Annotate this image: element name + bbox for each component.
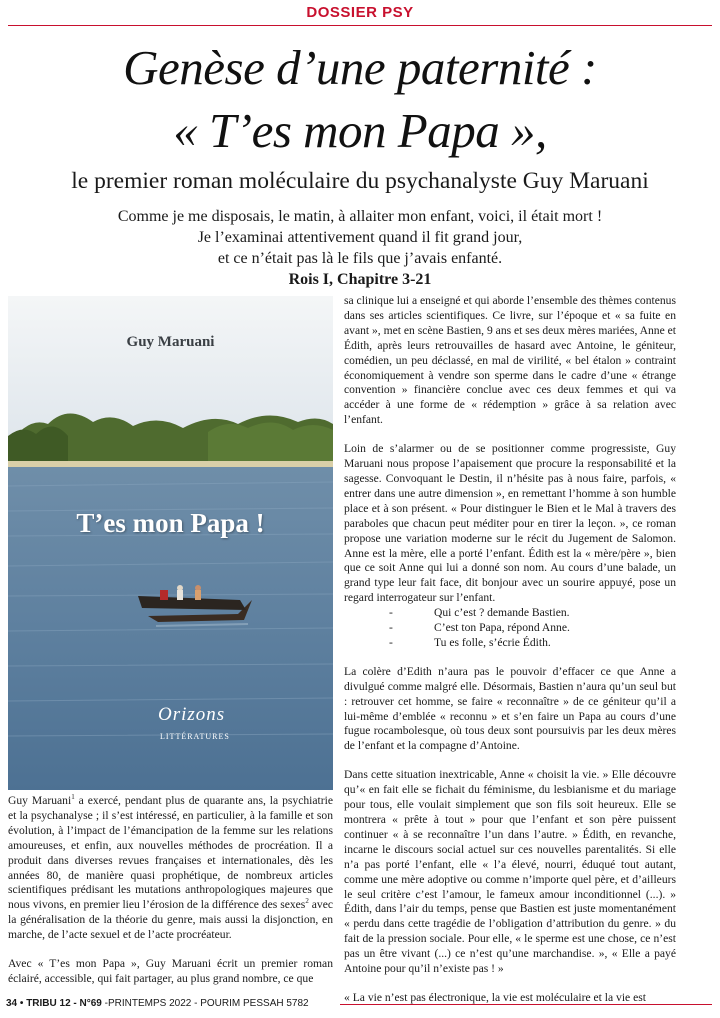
cover-publisher: Orizons <box>158 704 226 725</box>
cover-publisher-sub: LITTÉRATURES <box>160 732 230 741</box>
paragraph: Dans cette situation inextricable, Anne « choisit la vie. » Elle découvre qu’« en fait elle se fichait du féminisme, du lesbianisme et du mariage pour tous, elle voulait simplement que son fils soit heureux. Elle se montrera « prête à tout » pour que l’enfant et son père puissent continuer « à se reconnaître l’un dans l’autre. » Édith, en revanche, incarne le discours social actuel sur ces nouvelles parentalités. Si elle n’a pas porté l’enfant, elle « l’a élevé, nourri, éduqué tout autant, comme une mère adoptive ou comme n’importe quel père, et d’ailleurs le seul critère c’est l’amour, le fameux amour inconditionnel (...). » Édith, dans l’air du temps, pense que Bastien est juste momentanément « perdu dans cette tragédie de l’obligation d’attribution du genre. » du fait de la pression sociale. Pour elle, « le sperme est une chose, ce n’est pas un être vivant (...) ce n’est qu’une marchandise. », « Elle a payé Antoine pour qu’il n’existe pas ! » <box>344 768 676 976</box>
dialogue-text: C’est ton Papa, répond Anne. <box>434 621 570 635</box>
footer-bullet: • <box>19 998 27 1009</box>
paragraph <box>8 794 333 943</box>
dialogue-line <box>344 636 676 651</box>
article-column-left <box>8 794 333 987</box>
dialogue-dash: - <box>389 635 393 649</box>
dialogue-dash: - <box>389 621 393 635</box>
dialogue-dash: - <box>389 606 393 620</box>
dialogue-line <box>344 621 676 636</box>
paragraph: sa clinique lui a enseigné et qui aborde l’ensemble des thèmes contenus dans ses articles scientifiques. Ce livre, sur l’époque et « sa fuite en avant », met en scène Bastien, 9 ans et ses deux mères mariées, Anne et Édith, après leurs retrouvailles de hasard avec Antoine, le géniteur, comédien, un peu déclassé, en mal de virilité, « bel étalon » contraint économiquement à vendre son sperme dans le cadre d’une « étrange convention » financière conclue avec ces deux femmes et qui va accéder à une forme de « rédemption » grâce à sa relation avec l’enfant. <box>344 294 676 427</box>
epigraph <box>0 206 720 290</box>
section-rubric: DOSSIER PSY <box>306 4 414 21</box>
epigraph-line: Je l’examinai attentivement quand il fit grand jour, <box>197 229 523 246</box>
footnote-marker: 2 <box>305 897 309 906</box>
text-span: avec la généralisation de la théorie du genre, mais aussi la disjonction, en marche, de l’acte sexuel et de l’acte procréateur. <box>8 898 333 942</box>
dialogue-line <box>344 606 676 621</box>
article-column-right <box>344 294 676 1006</box>
page-number: 34 <box>6 998 18 1009</box>
footer-divider <box>340 1004 712 1005</box>
footnote-marker: 1 <box>71 793 75 802</box>
article-subtitle: le premier roman moléculaire du psychanalyste Guy Maruani <box>71 168 649 194</box>
paragraph: Loin de s’alarmer ou de se positionner comme progressiste, Guy Maruani nous propose l’apaisement que procure la responsabilité et la sagesse. Convoquant le Destin, il n’hésite pas à nous faire, parfois, « entrer dans une autre dimension », en remettant l’homme à son humble place et à son présent. « Pour distinguer le Bien et le Mal à travers des paraboles que chacun peut méditer pour en tirer la leçon. », ce roman propose une variation moderne sur le récit du Jugement de Salomon. Anne est la mère, elle a porté l’enfant. Édith est la « mère/père », bien que ce soit Anne qui lui a donné son nom. Au cours d’une balade, un grand type leur fait face, dit bonjour avec un sourire appuyé, pose un regard interrogateur sur l’enfant. <box>344 442 676 605</box>
dialogue-text: Tu es folle, s’écrie Édith. <box>434 635 551 649</box>
dialogue-text: Qui c’est ? demande Bastien. <box>434 606 570 620</box>
paragraph: « La vie n’est pas électronique, la vie est moléculaire et la vie est <box>344 990 646 1004</box>
issue-label: -PRINTEMPS 2022 - POURIM PESSAH 5782 <box>104 998 309 1009</box>
dialogue <box>344 606 676 651</box>
epigraph-line: Comme je me disposais, le matin, à allaiter mon enfant, voici, il était mort ! <box>117 208 603 225</box>
page-footer <box>6 998 309 1009</box>
cover-title: T’es mon Papa ! <box>76 508 265 538</box>
cover-author: Guy Maruani <box>126 334 215 350</box>
paragraph: Avec « T’es mon Papa », Guy Maruani écrit un premier roman éclairé, accessible, qui fait partager, au plus grand nombre, ce que <box>8 957 333 985</box>
epigraph-reference: Rois I, Chapitre 3-21 <box>288 271 432 288</box>
magazine-name: TRIBU 12 - N°69 <box>26 998 102 1009</box>
book-cover-image <box>8 296 333 790</box>
epigraph-line: et ce n’était pas là le fils que j’avais enfanté. <box>217 250 503 267</box>
paragraph: La colère d’Edith n’aura pas le pouvoir d’effacer ce que Anne a divulgué comme malgré elle. Désormais, Bastien n’aura qu’un seul but : retrouver cet homme, se faire « reconnaître » de ce géniteur qu’il a lui-même d’emblée « reconnu » et s’en faire un Papa au cours d’une fugue rocambolesque, où tous deux sont poursuivis par les deux mères de l’enfant et la compagne d’Antoine. <box>344 664 676 753</box>
article-title-line2: « T’es mon Papa », <box>173 103 547 158</box>
article-title-line1: Genèse d’une paternité : <box>123 40 597 95</box>
text-span: a exercé, pendant plus de quarante ans, la psychiatrie et la psychanalyse ; il s’est intéressé, en particulier, à la famille et son évolution, à l’impact de l’émancipation de la femme sur les relations amoureuses, et enfin, aux nouvelles méthodes de procréation. Il a produit dans diverses revues françaises et internationales, dès les années 80, de manière quasi prophétique, de nombreux articles scientifiques prédisant les mutations anthropologiques majeures que nous vivons, en premier lieu l’érosion de la différence des sexes <box>8 794 333 912</box>
text-span: Guy Maruani <box>8 794 72 807</box>
top-divider <box>8 25 712 26</box>
